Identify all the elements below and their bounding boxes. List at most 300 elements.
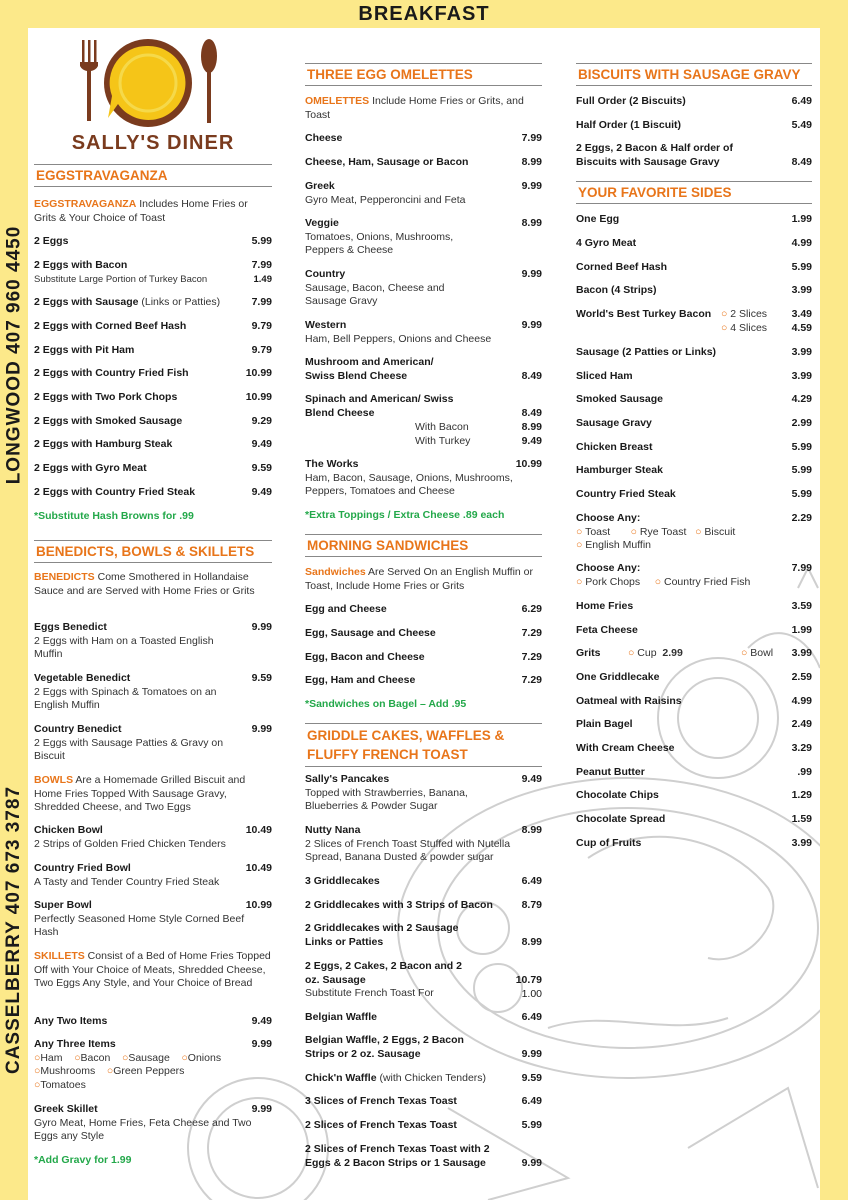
- section-title-benedicts: BENEDICTS, BOWLS & SKILLETS: [34, 540, 272, 563]
- menu-item: [305, 1011, 542, 1025]
- section-title-eggstravaganza: EGGSTRAVAGANZA: [34, 164, 272, 187]
- item-name: Country Fried Bowl: [34, 862, 131, 874]
- item-price: 10.99: [245, 391, 272, 403]
- item-price: 9.99: [521, 1048, 542, 1060]
- item-name: Any Three Items: [34, 1038, 116, 1050]
- item-price: 9.29: [251, 415, 272, 427]
- item-name: 2 Eggs with Smoked Sausage: [34, 415, 183, 427]
- menu-item: [576, 308, 812, 334]
- item-price: 9.99: [521, 319, 542, 331]
- option: Biscuit: [704, 525, 736, 538]
- phone-longwood: LONGWOOD 407 960 4450: [3, 225, 25, 485]
- item-name: 2 Slices of French Texas Toast with 2 Eggs & 2 Bacon Strips or 1 Sausage: [305, 1143, 490, 1169]
- item-name: Egg, Sausage and Cheese: [305, 627, 436, 639]
- menu-item: [576, 647, 812, 661]
- item-name: Country Benedict: [34, 723, 122, 735]
- item-price: 3.99: [791, 346, 812, 358]
- item-name: Sally's Pancakes: [305, 773, 390, 785]
- item-name: Chicken Bowl: [34, 824, 103, 836]
- omelettes-intro-keyword: OMELETTES: [305, 95, 370, 107]
- option: Green Peppers: [113, 1065, 185, 1077]
- item-price: 7.29: [521, 651, 542, 663]
- item-price: 4.29: [791, 393, 812, 405]
- item-name: Home Fries: [576, 600, 634, 612]
- item-name: Western: [305, 319, 347, 331]
- item-price: 9.49: [251, 486, 272, 498]
- item-sub-price: 1.00: [521, 988, 542, 1000]
- menu-item: [34, 344, 272, 358]
- item-price: 2.29: [791, 512, 812, 524]
- menu-item: [576, 837, 812, 851]
- item-price: 7.99: [521, 132, 542, 144]
- item-price: 8.99: [521, 824, 542, 836]
- menu-item: [305, 156, 542, 170]
- item-price: 9.49: [251, 438, 272, 450]
- item-sub-price: 1.49: [253, 273, 272, 285]
- eggs-note: *Substitute Hash Browns for .99: [34, 510, 194, 522]
- item-name: 2 Eggs, 2 Bacon & Half order of Biscuits with Sausage Gravy: [576, 142, 733, 168]
- item-name: Greek: [305, 180, 335, 192]
- section-title-omelettes: THREE EGG OMELETTES: [305, 63, 542, 86]
- skillet-options: [34, 1052, 272, 1093]
- item-name: Country Fried Steak: [576, 488, 676, 500]
- option: Bacon: [80, 1051, 111, 1064]
- menu-item: [34, 1015, 272, 1029]
- item-addon: With Bacon: [415, 421, 469, 433]
- option: Mushrooms: [40, 1065, 96, 1077]
- item-price: 3.99: [791, 370, 812, 382]
- option: Bowl: [750, 647, 774, 659]
- item-name: Feta Cheese: [576, 624, 638, 636]
- item-name: Belgian Waffle: [305, 1011, 377, 1023]
- item-name: 2 Eggs, 2 Cakes, 2 Bacon and 2 oz. Sausage: [305, 960, 462, 986]
- item-price: 2.49: [791, 718, 812, 730]
- item-price: 10.49: [245, 824, 272, 836]
- option-bullet-icon: ○: [34, 1078, 41, 1091]
- option: Tomatoes: [40, 1078, 86, 1091]
- menu-item: [305, 1119, 542, 1133]
- item-name: 2 Eggs with Pit Ham: [34, 344, 135, 356]
- menu-item: [305, 268, 542, 309]
- menu-item: [576, 813, 812, 827]
- item-price: 2.59: [791, 671, 812, 683]
- item-sub-text: Substitute Large Portion of Turkey Bacon: [34, 273, 208, 285]
- sandwiches-intro: [305, 566, 542, 593]
- menu-item: [305, 875, 542, 889]
- item-name: Mushroom and American/ Swiss Blend Cheese: [305, 356, 434, 382]
- item-name: 4 Gyro Meat: [576, 237, 637, 249]
- omelettes-intro-text: Include Home Fries or Grits, and Toast: [305, 95, 524, 121]
- item-price: 9.99: [521, 1157, 542, 1169]
- section-title-sides: YOUR FAVORITE SIDES: [576, 181, 812, 204]
- menu-item: [576, 488, 812, 502]
- section-title-sandwiches: MORNING SANDWICHES: [305, 534, 542, 557]
- item-name: 2 Griddlecakes with 2 Sausage Links or Patties: [305, 922, 459, 948]
- item-price: 9.99: [251, 621, 272, 633]
- menu-item: [576, 119, 812, 133]
- item-name: Egg and Cheese: [305, 603, 387, 615]
- menu-item: [305, 922, 542, 949]
- item-price: 3.99: [791, 837, 812, 849]
- menu-item: [576, 95, 812, 109]
- item-desc: 2 Strips of Golden Fried Chicken Tenders: [34, 837, 226, 850]
- menu-item: [576, 766, 812, 780]
- menu-item: [34, 621, 272, 662]
- option-bullet-icon: ○: [628, 647, 635, 659]
- item-name: 2 Slices of French Texas Toast: [305, 1119, 457, 1131]
- option-bullet-icon: ○: [181, 1051, 188, 1064]
- item-name: Smoked Sausage: [576, 393, 663, 405]
- logo-icon: [34, 28, 272, 138]
- option: Toast: [585, 525, 611, 538]
- item-price: 10.99: [245, 899, 272, 911]
- item-name: Egg, Ham and Cheese: [305, 674, 416, 686]
- item-price: 5.99: [791, 441, 812, 453]
- item-desc: Topped with Strawberries, Banana, Blueberries & Powder Sugar: [305, 786, 468, 812]
- menu-item: [34, 1038, 272, 1092]
- menu-item: [576, 464, 812, 478]
- item-name: Country: [305, 268, 346, 280]
- item-price: 8.49: [521, 370, 542, 382]
- menu-item: [305, 960, 542, 1001]
- item-name: Choose Any:: [576, 512, 641, 524]
- item-name: Veggie: [305, 217, 339, 229]
- option-bullet-icon: ○: [34, 1065, 41, 1077]
- item-name: Grits: [576, 647, 601, 659]
- item-price: 8.99: [521, 156, 542, 168]
- item-price: 7.99: [251, 259, 272, 271]
- benedicts-note: *Add Gravy for 1.99: [34, 1154, 132, 1166]
- item-price: 9.59: [251, 672, 272, 684]
- item-name: 2 Eggs with Country Fried Fish: [34, 367, 189, 379]
- sandwiches-intro-text: Are Served On an English Muffin or Toast, Include Home Fries or Grits: [305, 566, 534, 592]
- side-phone-longwood: [0, 140, 28, 570]
- item-price: 3.99: [791, 284, 812, 296]
- option: 2 Slices: [730, 308, 768, 320]
- item-desc: Ham, Bell Peppers, Onions and Cheese: [305, 332, 492, 345]
- item-price: 8.49: [791, 156, 812, 168]
- bowls-intro: [34, 774, 272, 815]
- menu-item: [305, 603, 542, 617]
- menu-item: [305, 1143, 542, 1170]
- item-addon-price: 9.49: [521, 435, 542, 447]
- item-name: Any Two Items: [34, 1015, 108, 1027]
- menu-item: [34, 391, 272, 405]
- item-price: 3.59: [791, 600, 812, 612]
- item-name: 3 Slices of French Texas Toast: [305, 1095, 457, 1107]
- item-price: 7.99: [251, 296, 272, 308]
- menu-item: [34, 296, 272, 310]
- item-price: 5.99: [521, 1119, 542, 1131]
- item-name: 2 Eggs with Hamburg Steak: [34, 438, 173, 450]
- skillets-intro: [34, 950, 272, 991]
- option-bullet-icon: ○: [630, 525, 637, 538]
- menu-item: [576, 237, 812, 251]
- item-price: 5.49: [791, 119, 812, 131]
- eggs-intro-text: Includes Home Fries or Grits & Your Choice of Toast: [34, 198, 248, 224]
- item-name: Chocolate Chips: [576, 789, 659, 801]
- item-name: 2 Eggs with Gyro Meat: [34, 462, 147, 474]
- choose-options: [576, 526, 812, 553]
- item-price: 8.49: [521, 407, 542, 419]
- item-price: 1.59: [791, 813, 812, 825]
- item-desc: 2 Slices of French Toast Stuffed with Nutella Spread, Banana Dusted & powder sugar: [305, 837, 511, 863]
- menu-item: [305, 393, 542, 447]
- item-name: Corned Beef Hash: [576, 261, 668, 273]
- option-bullet-icon: ○: [741, 647, 748, 659]
- item-desc: Sausage, Bacon, Cheese and Sausage Gravy: [305, 281, 445, 307]
- item-name: 2 Eggs: [34, 235, 69, 247]
- item-name: Super Bowl: [34, 899, 92, 911]
- item-name: 2 Griddlecakes with 3 Strips of Bacon: [305, 899, 493, 911]
- page-title: BREAKFAST: [358, 3, 490, 25]
- item-price: 5.99: [791, 464, 812, 476]
- item-name: 2 Eggs with Bacon: [34, 259, 128, 271]
- item-name: Choose Any:: [576, 562, 641, 574]
- item-desc: Ham, Bacon, Sausage, Onions, Mushrooms, Peppers, Tomatoes and Cheese: [305, 471, 513, 497]
- item-name: Cup of Fruits: [576, 837, 642, 849]
- section-title-biscuits: BISCUITS WITH SAUSAGE GRAVY: [576, 63, 812, 86]
- item-price: 9.59: [521, 1072, 542, 1084]
- item-sub-text: Substitute French Toast For: [305, 987, 434, 999]
- benedicts-intro: [34, 571, 272, 598]
- item-name: Sausage Gravy: [576, 417, 652, 429]
- option: Sausage: [128, 1051, 170, 1064]
- menu-item: [576, 261, 812, 275]
- menu-item: [34, 438, 272, 452]
- item-note: (with Chicken Tenders): [376, 1072, 487, 1084]
- menu-item: [576, 370, 812, 384]
- menu-item: [305, 319, 542, 346]
- item-price: 6.49: [521, 1095, 542, 1107]
- item-price: 6.49: [791, 95, 812, 107]
- omelettes-note: *Extra Toppings / Extra Cheese .89 each: [305, 509, 505, 521]
- item-sub: [34, 273, 272, 287]
- menu-item: [576, 417, 812, 431]
- item-desc: 2 Eggs with Spinach & Tomatoes on an English Muffin: [34, 685, 217, 711]
- menu-item: [576, 393, 812, 407]
- item-addon: With Turkey: [415, 435, 471, 447]
- item-desc: A Tasty and Tender Country Fried Steak: [34, 875, 220, 888]
- item-price: 8.99: [521, 217, 542, 229]
- menu-item: [305, 180, 542, 207]
- skillets-intro-text: Consist of a Bed of Home Fries Topped Off with Your Choice of Meats, Shredded Cheese, Two Eggs Any Style, and Your Choice of Bread: [34, 950, 271, 989]
- option-price: 2.99: [662, 647, 683, 659]
- item-name: 3 Griddlecakes: [305, 875, 380, 887]
- menu-item: [34, 672, 272, 713]
- item-name: Cheese, Ham, Sausage or Bacon: [305, 156, 469, 168]
- menu-item: [305, 1072, 542, 1086]
- menu-item: [576, 441, 812, 455]
- item-name: 2 Eggs with Two Pork Chops: [34, 391, 178, 403]
- menu-item: [34, 862, 272, 889]
- item-price: 10.79: [515, 974, 542, 986]
- item-desc: 2 Eggs with Sausage Patties & Gravy on Biscuit: [34, 736, 224, 762]
- item-price: 10.99: [515, 458, 542, 470]
- item-name: 2 Eggs with Corned Beef Hash: [34, 320, 187, 332]
- item-price: 6.29: [521, 603, 542, 615]
- option: Pork Chops: [585, 575, 641, 588]
- item-note: (Links or Patties): [138, 296, 221, 308]
- item-name: Sliced Ham: [576, 370, 633, 382]
- item-price: 7.99: [791, 562, 812, 574]
- menu-item: [34, 824, 272, 851]
- item-price: 1.29: [791, 789, 812, 801]
- item-name: Oatmeal with Raisins: [576, 695, 682, 707]
- menu-item: [305, 824, 542, 865]
- item-name: Greek Skillet: [34, 1103, 98, 1115]
- menu-item: [34, 723, 272, 764]
- option: Cup: [637, 647, 657, 659]
- option-bullet-icon: ○: [576, 539, 583, 551]
- brand-name: SALLY'S DINER: [71, 132, 235, 154]
- item-price: 7.29: [521, 627, 542, 639]
- menu-item: [576, 624, 812, 638]
- item-name: World's Best Turkey Bacon: [576, 308, 712, 320]
- item-price: 9.59: [251, 462, 272, 474]
- item-name: Vegetable Benedict: [34, 672, 131, 684]
- item-name: Chocolate Spread: [576, 813, 666, 825]
- sandwiches-intro-keyword: Sandwiches: [305, 566, 366, 578]
- item-name: Egg, Bacon and Cheese: [305, 651, 425, 663]
- item-name: 2 Eggs with Sausage: [34, 296, 139, 308]
- menu-item: [305, 356, 542, 383]
- menu-item: [576, 284, 812, 298]
- item-name: Peanut Butter: [576, 766, 645, 778]
- menu-item: [305, 1095, 542, 1109]
- item-name: Plain Bagel: [576, 718, 633, 730]
- item-name: Chicken Breast: [576, 441, 653, 453]
- item-price: 4.99: [791, 695, 812, 707]
- menu-item: [576, 742, 812, 756]
- menu-item: [34, 486, 272, 500]
- griddle-title-line2: FLUFFY FRENCH TOAST: [307, 747, 468, 762]
- menu-item: [34, 235, 272, 249]
- item-price: 8.99: [521, 936, 542, 948]
- menu-item: [305, 773, 542, 814]
- menu-item: [305, 458, 542, 499]
- option: Onions: [187, 1051, 222, 1064]
- sandwiches-note: *Sandwiches on Bagel – Add .95: [305, 698, 467, 710]
- menu-item: [576, 671, 812, 685]
- item-price: 9.99: [521, 180, 542, 192]
- item-name: Spinach and American/ Swiss Blend Cheese: [305, 393, 454, 419]
- item-price: 9.49: [521, 773, 542, 785]
- menu-item: [576, 600, 812, 614]
- menu-item: [34, 899, 272, 940]
- item-name: Half Order (1 Biscuit): [576, 119, 682, 131]
- option-bullet-icon: ○: [74, 1051, 81, 1064]
- item-name: Bacon (4 Strips): [576, 284, 657, 296]
- menu-item: [34, 259, 272, 286]
- menu-item: [305, 1034, 542, 1061]
- item-price: 2.99: [791, 417, 812, 429]
- item-price: 6.49: [521, 875, 542, 887]
- item-price: 3.49: [791, 308, 812, 320]
- menu-item: [305, 899, 542, 913]
- menu-item: [34, 462, 272, 476]
- eggs-intro-keyword: EGGSTRAVAGANZA: [34, 198, 137, 210]
- option-bullet-icon: ○: [721, 322, 728, 334]
- item-name: Eggs Benedict: [34, 621, 107, 633]
- skillets-intro-keyword: SKILLETS: [34, 950, 85, 962]
- item-name: Nutty Nana: [305, 824, 361, 836]
- option: English Muffin: [585, 539, 652, 551]
- item-price: 5.99: [251, 235, 272, 247]
- option-bullet-icon: ○: [576, 575, 583, 588]
- item-name: Hamburger Steak: [576, 464, 663, 476]
- item-price: 8.79: [521, 899, 542, 911]
- item-price: 9.99: [251, 1038, 272, 1050]
- option-bullet-icon: ○: [121, 1051, 129, 1064]
- item-name: Belgian Waffle, 2 Eggs, 2 Bacon Strips or 2 oz. Sausage: [305, 1034, 464, 1060]
- item-name: Sausage (2 Patties or Links): [576, 346, 717, 358]
- menu-item: [305, 217, 542, 258]
- side-phone-casselberry: [0, 760, 28, 1100]
- item-desc: 2 Eggs with Ham on a Toasted English Muffin: [34, 634, 214, 660]
- menu-panel: [28, 28, 820, 1200]
- choose-options: [576, 576, 812, 590]
- option-bullet-icon: ○: [34, 1051, 41, 1064]
- item-desc: Tomatoes, Onions, Mushrooms, Peppers & Cheese: [305, 230, 454, 256]
- griddle-title-line1: GRIDDLE CAKES, WAFFLES &: [307, 728, 505, 743]
- item-price: 9.49: [251, 1015, 272, 1027]
- menu-item: [576, 213, 812, 227]
- menu-item: [576, 718, 812, 732]
- item-price: 1.99: [791, 624, 812, 636]
- item-price: 9.99: [521, 268, 542, 280]
- item-price: 5.99: [791, 488, 812, 500]
- item-price: 6.49: [521, 1011, 542, 1023]
- menu-item: [576, 142, 812, 169]
- option: Rye Toast: [639, 525, 687, 538]
- item-name: Chick'n Waffle: [305, 1072, 377, 1084]
- menu-item: [305, 132, 542, 146]
- option: Country Fried Fish: [663, 575, 751, 588]
- option: Ham: [40, 1051, 63, 1064]
- menu-item: [34, 367, 272, 381]
- item-desc: Gyro Meat, Pepperoncini and Feta: [305, 193, 466, 206]
- item-price: .99: [797, 766, 812, 778]
- item-price: 7.29: [521, 674, 542, 686]
- item-price: 4.59: [791, 322, 812, 334]
- option-bullet-icon: ○: [106, 1065, 114, 1077]
- item-desc: Gyro Meat, Home Fries, Feta Cheese and Two Eggs any Style: [34, 1116, 252, 1142]
- item-name: Full Order (2 Biscuits): [576, 95, 686, 107]
- menu-item: [576, 695, 812, 709]
- item-price: 9.79: [251, 344, 272, 356]
- option-bullet-icon: ○: [695, 525, 702, 538]
- menu-item: [34, 1103, 272, 1144]
- option-bullet-icon: ○: [721, 308, 728, 320]
- menu-item: [576, 346, 812, 360]
- bowls-intro-keyword: BOWLS: [34, 774, 74, 786]
- item-name: One Egg: [576, 213, 620, 225]
- item-price: 9.99: [251, 1103, 272, 1115]
- item-price: 5.99: [791, 261, 812, 273]
- menu-item: [305, 651, 542, 665]
- item-name: With Cream Cheese: [576, 742, 675, 754]
- item-price: 4.99: [791, 237, 812, 249]
- item-price: 10.49: [245, 862, 272, 874]
- bowls-intro-text: Are a Homemade Grilled Biscuit and Home Fries Topped With Sausage Gravy, Shredded Cheese, and Two Eggs: [34, 774, 246, 813]
- menu-item: [576, 512, 812, 553]
- item-price: 3.99: [791, 647, 812, 659]
- item-price: 1.99: [791, 213, 812, 225]
- item-addon-price: 8.99: [521, 421, 542, 433]
- menu-item: [305, 674, 542, 688]
- benedicts-intro-keyword: BENEDICTS: [34, 571, 95, 583]
